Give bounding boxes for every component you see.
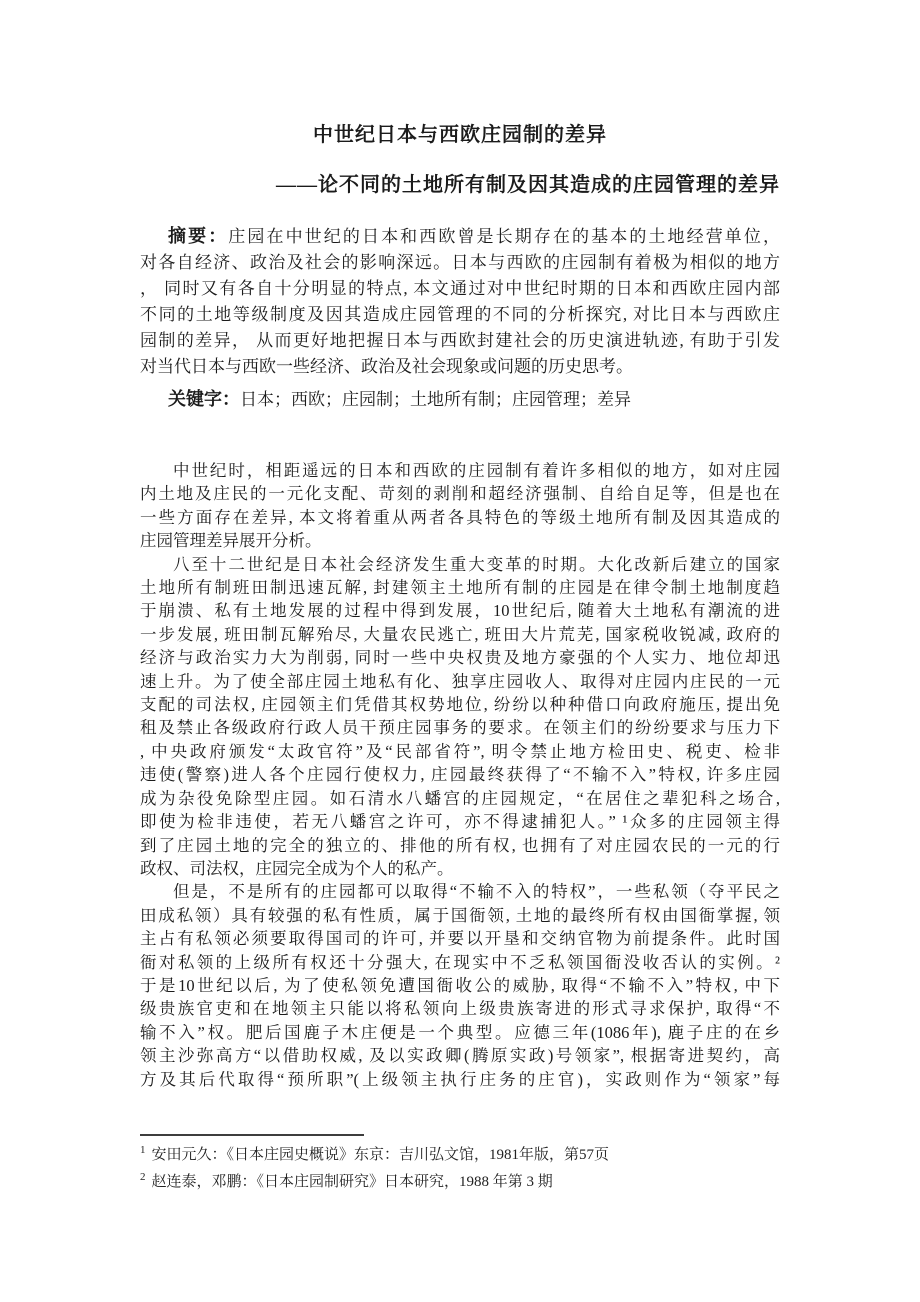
- text-line: 方及其后代取得“预所职”(上级领主执行庄务的庄官)，实政则作为“领家”每: [140, 1069, 780, 1089]
- footnote-separator: [140, 1134, 364, 1136]
- footnote-marker: 1: [140, 1144, 146, 1156]
- footnote-marker: 2: [140, 1171, 146, 1183]
- keywords-line: [140, 386, 780, 413]
- text-line: 田成私领）具有较强的私有性质，属于国衙领, 土地的最终所有权由国衙掌握, 领: [140, 905, 780, 925]
- body-text: [140, 459, 780, 1091]
- text-line: 即使为检非违使，若无八蟠宫之许可，亦不得逮捕犯人。” ¹众多的庄园领主得: [140, 812, 780, 832]
- text-line: 支配的司法权, 庄园领主们凭借其权势地位, 纷纷以种种借口向政府施压, 提出免: [140, 695, 780, 715]
- text-line: 一步发展, 班田制瓦解殆尽, 大量农民逃亡, 班田大片荒芜, 国家税收锐减, 政府的: [140, 624, 780, 644]
- text-line: 但是，不是所有的庄园都可以取得“不输不入的特权”，一些私领（夺平民之: [173, 882, 780, 902]
- text-line: 速上升。为了使全部庄园土地私有化、独享庄园收人、取得对庄园内庄民的一元: [140, 671, 780, 691]
- keywords-label: 关键字：: [168, 389, 240, 409]
- paragraph: [140, 553, 780, 881]
- paragraph: [140, 459, 780, 553]
- page-subtitle: ——论不同的土地所有制及因其造成的庄园管理的差异: [276, 174, 780, 196]
- text-line: 衙对私领的上级所有权还十分强大, 在现实中不乏私领国衙没收否认的实例。²: [140, 952, 780, 972]
- text-line: 经济与政治实力大为削弱, 同时一些中央权贵及地方豪强的个人实力、地位却迅: [140, 648, 780, 668]
- footnotes-section: [140, 1142, 800, 1196]
- text-line: 庄园管理差异展开分析。: [140, 531, 322, 551]
- text-line: 八至十二世纪是日本社会经济发生重大变革的时期。大化改新后建立的国家: [173, 554, 780, 574]
- page-content: [140, 0, 780, 1091]
- paragraph: [140, 880, 780, 1091]
- text-line: 于崩溃、私有土地发展的过程中得到发展，10世纪后, 随着大土地私有潮流的进: [140, 601, 780, 621]
- text-line: 内土地及庄民的一元化支配、苛刻的剥削和超经济强制、自给自足等，但是也在: [140, 484, 780, 504]
- text-line: 对当代日本与西欧一些经济、政治及社会现象或问题的历史思考。: [140, 357, 633, 376]
- page-title: 中世纪日本与西欧庄园制的差异: [313, 124, 607, 146]
- text-line: 园制的差异， 从而更好地把握日本与西欧封建社会的历史演进轨迹, 有助于引发: [140, 331, 780, 350]
- footnote: $^2$ 赵连泰，邓鹏：《日本庄园制研究》日本研究，1988 年第 3 期: [140, 1171, 553, 1190]
- text-line: 中世纪时，相距遥远的日本和西欧的庄园制有着许多相似的地方，如对庄园: [173, 461, 780, 480]
- text-line: ， 同时又有各自十分明显的特点, 本文通过对中世纪时期的日本和西欧庄园内部: [140, 279, 780, 298]
- text-line: 一些方面存在差异, 本文将着重从两者各具特色的等级土地所有制及因其造成的: [140, 507, 780, 527]
- text-line: 级贵族官吏和在地领主只能以将私领向上级贵族寄进的形式寻求保护, 取得“不: [140, 999, 780, 1019]
- text-line: 摘要：庄园在中世纪的日本和西欧曾是长期存在的基本的土地经营单位，: [168, 226, 781, 246]
- text-line: 政权、司法权，庄园完全成为个人的私产。: [140, 858, 454, 878]
- text-line: 领主沙弥高方“以借助权威, 及以实政卿(腾原实政)号领家”, 根据寄进契约，高: [140, 1046, 780, 1066]
- text-line: 租及禁止各级政府行政人员干预庄园事务的要求。在领主们的纷纷要求与压力下: [140, 718, 780, 738]
- text-line: 主占有私领必须要取得国司的许可, 并要以开垦和交纳官物为前提条件。此时国: [140, 929, 780, 949]
- text-line: 对各自经济、政治及社会的影响深远。日本与西欧的庄园制有着极为相似的地方: [140, 253, 780, 272]
- abstract-section: [140, 223, 780, 380]
- footnote: $^1$ 安田元久：《日本庄园史概说》东京：吉川弘文馆，1981年版，第57页: [140, 1144, 610, 1163]
- text-line: 输不入”权。肥后国鹿子木庄便是一个典型。应德三年(1086年), 鹿子庄的在乡: [140, 1022, 780, 1042]
- text-line: 成为杂役免除型庄园。如石清水八蟠宫的庄园规定，“在居住之辈犯科之场合,: [140, 788, 780, 808]
- text-line: , 中央政府颁发“太政官符”及“民部省符”, 明令禁止地方检田史、税吏、检非: [140, 741, 780, 761]
- text-line: 不同的土地等级制度及因其造成庄园管理的不同的分析探究, 对比日本与西欧庄: [140, 305, 780, 324]
- text-line: 到了庄园土地的完全的独立的、排他的所有权, 也拥有了对庄园农民的一元的行: [140, 835, 780, 855]
- text-line: 土地所有制班田制迅速瓦解, 封建领主土地所有制的庄园是在律令制土地制度趋: [140, 578, 780, 598]
- abstract-label: 摘要：: [168, 226, 229, 246]
- keywords-text: 日本；西欧；庄园制；土地所有制；庄园管理；差异: [240, 390, 631, 409]
- text-line: 于是10世纪以后, 为了使私领免遭国衙收公的威胁, 取得“不输不入”特权, 中下: [140, 975, 780, 995]
- text-line: 违使(警察)进人各个庄园行使权力, 庄园最终获得了“不输不入”特权, 许多庄园: [140, 765, 780, 785]
